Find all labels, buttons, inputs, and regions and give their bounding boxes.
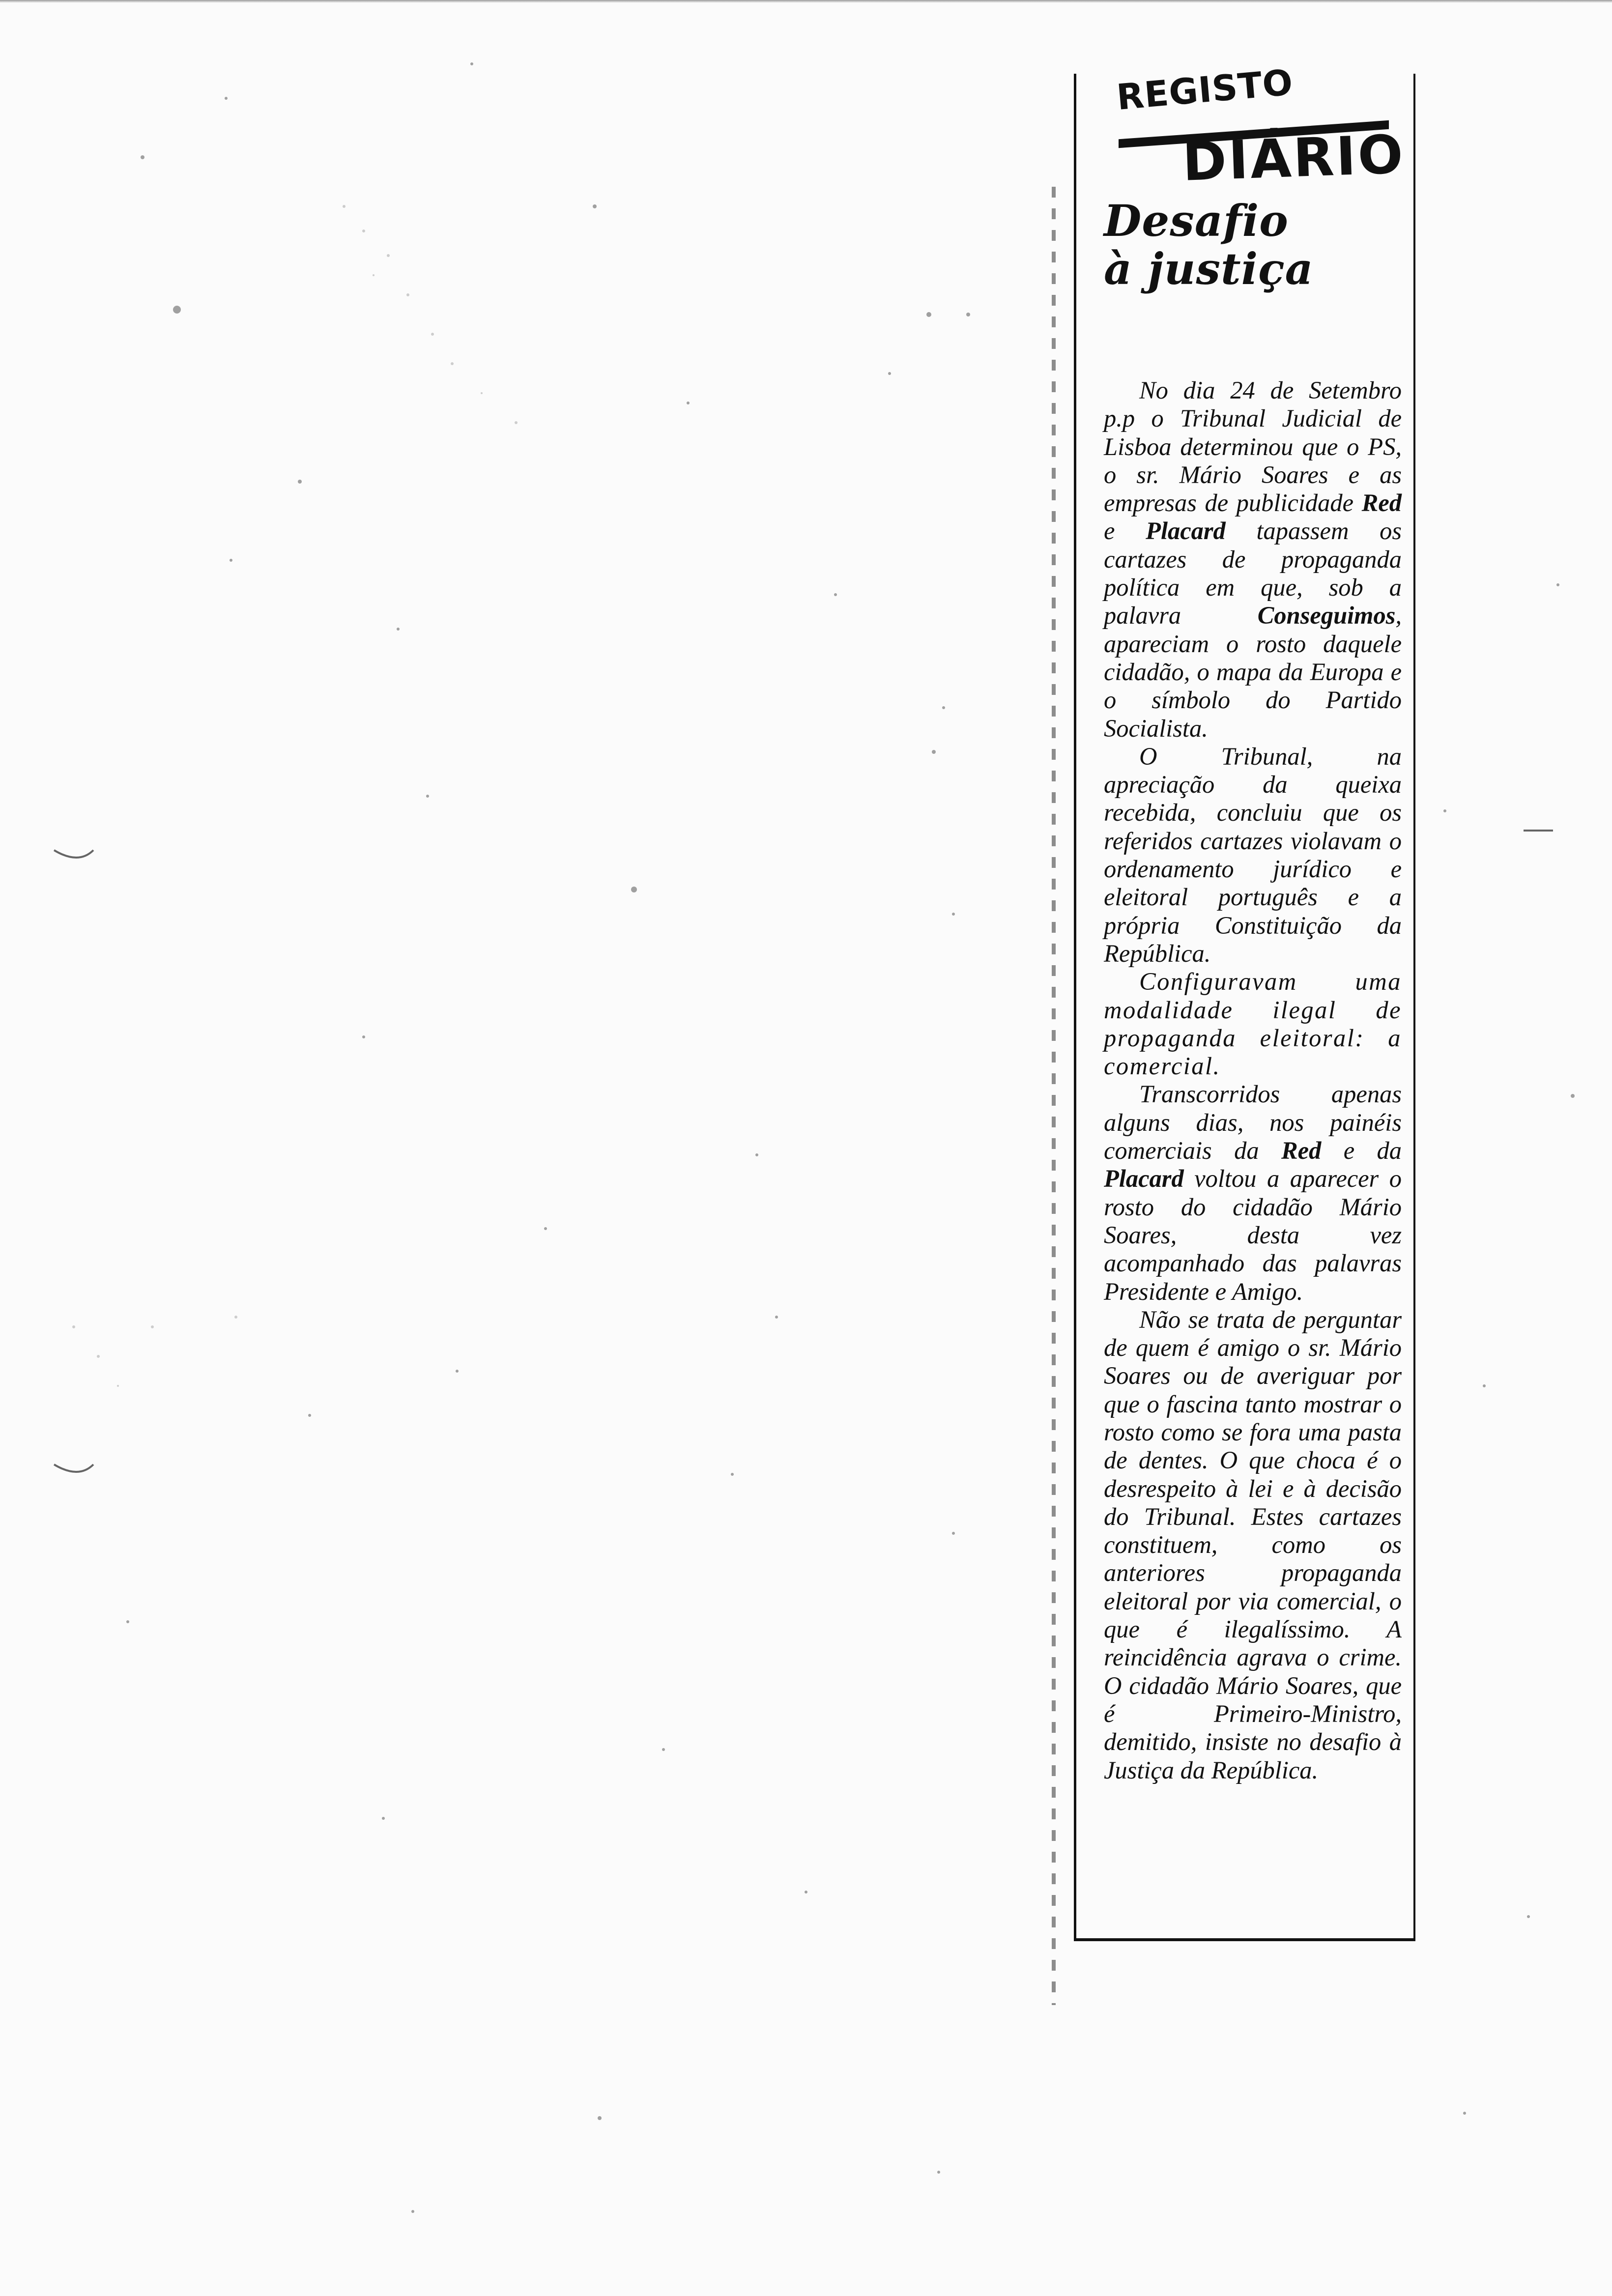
article-paragraph: No dia 24 de Setembro p.p o Tribunal Judicial de Lisboa determinou que o PS, o sr. Mário Soares e as empresas de publicidade Red e Placard tapassem os cartazes de propaganda política em que, sob a palavra Conseguimos, apareciam o rosto daquele cidadão, o mapa da Europa e o símbolo do Partido Socialista.	[1104, 376, 1402, 742]
newspaper-clipping	[1074, 61, 1415, 1941]
headline-line-1: Desafio	[1104, 195, 1289, 246]
headline	[1104, 197, 1402, 293]
emphasis: Conseguimos	[1257, 602, 1396, 630]
handwritten-note: DIÁRIO	[1181, 124, 1406, 193]
article-paragraph: O Tribunal, na apreciação da queixa recebida, concluiu que os referidos cartazes violavam o ordenamento jurídico e eleitoral português e a própria Constituição da República.	[1104, 742, 1402, 967]
emphasis: Placard	[1146, 517, 1226, 545]
masthead	[1104, 61, 1406, 197]
section-label: REGISTO	[1115, 61, 1295, 118]
article-paragraph: Transcorridos apenas alguns dias, nos painéis comerciais da Red e da Placard voltou a aparecer o rosto do cidadão Mário Soares, desta vez acompanhado das palavras Presidente e Amigo.	[1104, 1080, 1402, 1305]
page-fold-line	[1052, 187, 1056, 2005]
headline-line-2: à justiça	[1104, 243, 1314, 294]
emphasis: Red	[1281, 1137, 1322, 1165]
emphasis: Placard	[1104, 1165, 1184, 1193]
article-paragraph: Configuravam uma modalidade ilegal de propaganda eleitoral: a comercial.	[1104, 968, 1402, 1080]
article-body	[1104, 376, 1402, 1784]
emphasis: Red	[1361, 489, 1402, 517]
article-paragraph: Não se trata de perguntar de quem é amigo o sr. Mário Soares ou de averiguar por que o fascina tanto mostrar o rosto como se fora uma pasta de dentes. O que choca é o desrespeito à lei e à decisão do Tribunal. Estes cartazes constituem, como os anteriores propaganda eleitoral por via comercial, o que é ilegalíssimo. A reincidência agrava o crime. O cidadão Mário Soares, que é Primeiro-Ministro, demitido, insiste no desafio à Justiça da República.	[1104, 1305, 1402, 1784]
